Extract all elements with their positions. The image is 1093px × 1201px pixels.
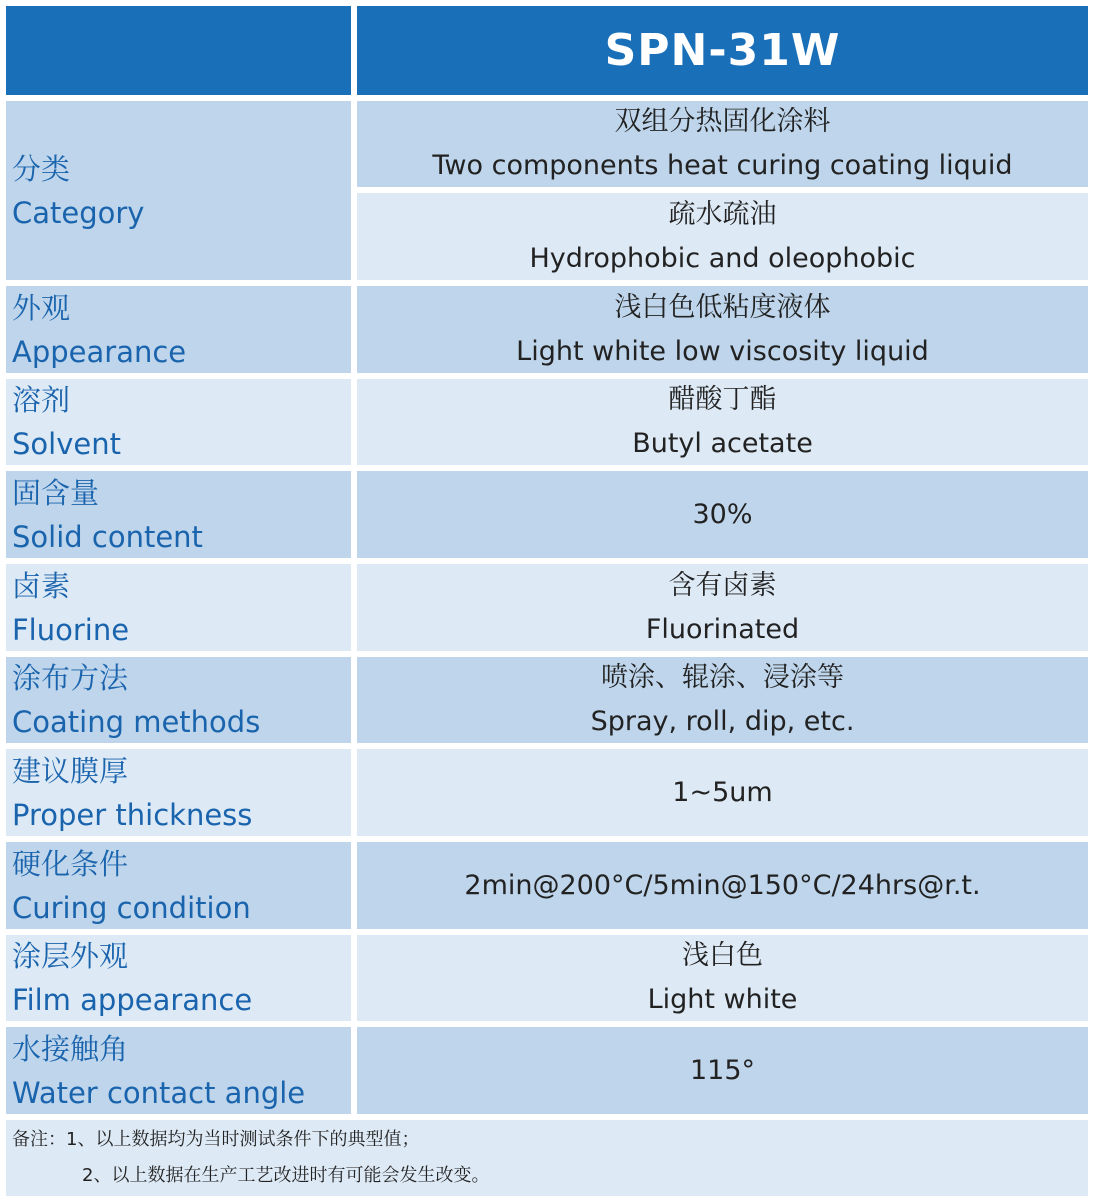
value-cn: 喷涂、辊涂、浸涂等 [601,662,844,693]
label-en: Film appearance [12,983,253,1017]
value-en: Two components heat curing coating liquid [432,150,1013,181]
notes-box [6,1120,1088,1196]
value-film-appearance [357,935,1088,1021]
label-cn: 溶剂 [12,383,71,417]
label-en: Curing condition [12,890,251,925]
label-en: Water contact angle [12,1075,306,1110]
label-en: Fluorine [12,612,130,647]
value-cn: 疏水疏油 [668,198,777,230]
value-fluorine [357,564,1088,651]
value-cn: 浅白色 [682,940,763,971]
value-en: Hydrophobic and oleophobic [529,242,916,274]
label-en: Coating methods [12,705,261,739]
value-en: Light white [647,984,798,1015]
value-en: Fluorinated [645,613,800,645]
header-corner-cell [6,6,351,95]
value-en: Light white low viscosity liquid [516,335,929,367]
value-en: Spray, roll, dip, etc. [590,706,855,737]
label-cn: 水接触角 [12,1031,129,1066]
label-solvent [6,379,351,465]
product-name: SPN-31W [604,25,841,76]
value-category-type [357,101,1088,187]
label-contact-angle [6,1027,351,1114]
value-cn: 含有卤素 [668,569,777,601]
product-title [357,6,1088,95]
label-en: Appearance [12,334,187,369]
value-text: 1~5um [672,776,773,808]
label-solid-content [6,471,351,558]
value-coating-methods [357,657,1088,743]
label-appearance [6,286,351,373]
value-contact-angle [357,1027,1088,1114]
label-cn: 固含量 [12,475,100,510]
label-cn: 涂层外观 [12,939,129,973]
value-appearance [357,286,1088,373]
label-category [6,101,351,280]
label-thickness [6,749,351,836]
value-solid-content [357,471,1088,558]
label-fluorine [6,564,351,651]
value-thickness [357,749,1088,836]
label-film-appearance [6,935,351,1021]
label-en: Proper thickness [12,797,253,832]
value-en: Butyl acetate [632,428,813,459]
value-cn: 醋酸丁酯 [668,384,777,415]
value-cn: 双组分热固化涂料 [614,106,831,137]
label-coating-methods [6,657,351,743]
value-curing [357,842,1088,929]
value-text: 115° [689,1054,756,1086]
label-en: Category [12,195,145,230]
value-category-property [357,193,1088,280]
label-cn: 外观 [12,290,71,325]
value-cn: 浅白色低粘度液体 [614,291,831,323]
note-line-2: 2、以上数据在生产工艺改进时有可能会发生改变。 [82,1165,490,1186]
note-line-1: 备注：1、以上数据均为当时测试条件下的典型值； [12,1129,420,1150]
label-en: Solid content [12,519,203,554]
label-en: Solvent [12,427,121,461]
label-cn: 分类 [12,151,71,186]
label-cn: 卤素 [12,568,71,603]
value-solvent [357,379,1088,465]
label-cn: 涂布方法 [12,661,129,695]
label-cn: 硬化条件 [12,846,129,881]
value-text: 30% [692,498,753,530]
label-curing [6,842,351,929]
value-text: 2min@200°C/5min@150°C/24hrs@r.t. [464,869,981,901]
label-cn: 建议膜厚 [12,753,129,788]
